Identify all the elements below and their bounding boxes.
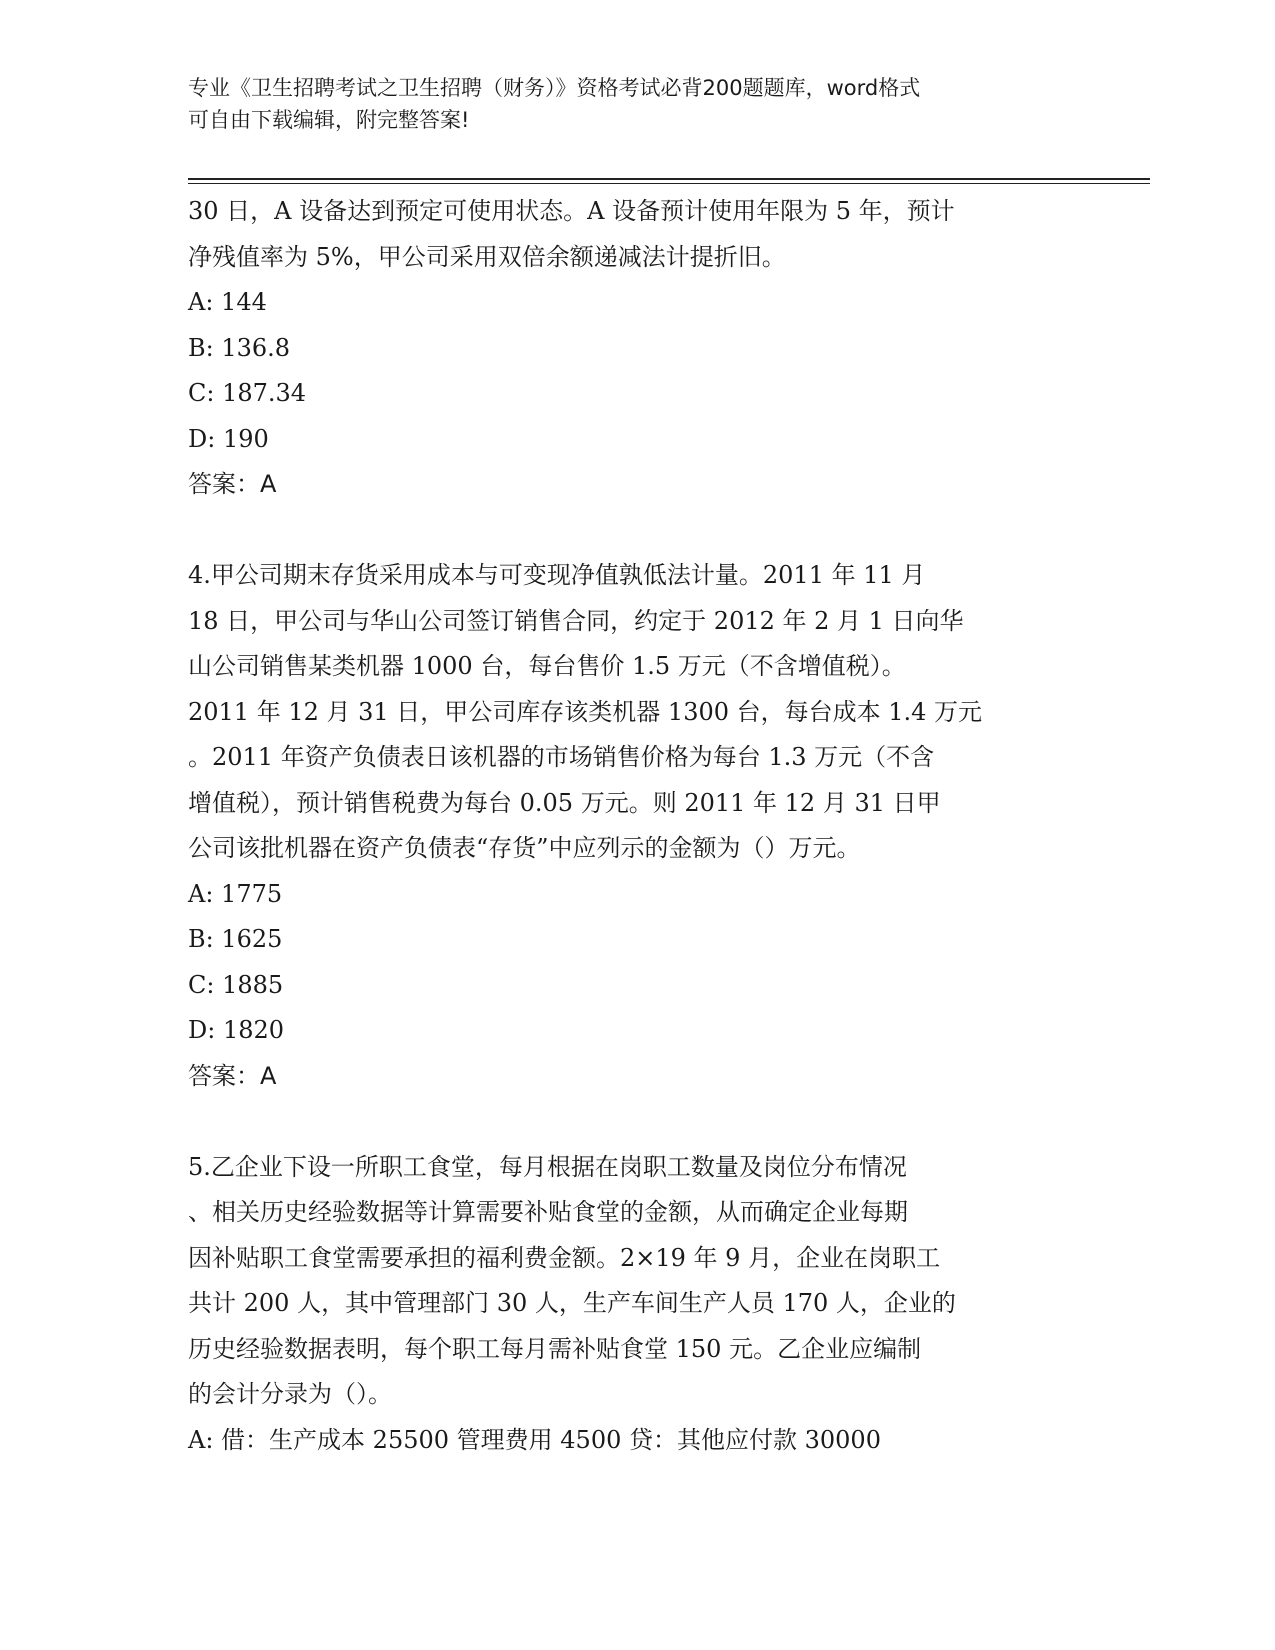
option-a: A: 1775 [188, 879, 283, 908]
document-body [188, 189, 1088, 1463]
question-text-line: 30 日，A 设备达到预定可使用状态。A 设备预计使用年限为 5 年，预计 [188, 197, 955, 225]
question-text-line: 。2011 年资产负债表日该机器的市场销售价格为每台 1.3 万元（不含 [188, 743, 935, 771]
question-4 [188, 553, 1088, 1099]
option-a: A: 144 [188, 288, 267, 316]
header-rule [188, 178, 1150, 180]
question-text-line: 公司该批机器在资产负债表“存货”中应列示的金额为（）万元。 [188, 834, 861, 862]
answer-label: 答案：A [188, 1061, 277, 1090]
question-text-line: 增值税），预计销售税费为每台 0.05 万元。则 2011 年 12 月 31 日甲 [188, 788, 941, 817]
question-text-line: 2011 年 12 月 31 日，甲公司库存该类机器 1300 台，每台成本 1.4 万元 [188, 697, 983, 726]
question-text-line: 共计 200 人，其中管理部门 30 人，生产车间生产人员 170 人，企业的 [188, 1289, 956, 1317]
question-text-line: 5.乙企业下设一所职工食堂，每月根据在岗职工数量及岗位分布情况 [188, 1152, 907, 1181]
header-rule-thin [188, 183, 1150, 184]
question-text-line: 4.甲公司期末存货采用成本与可变现净值孰低法计量。2011 年 11 月 [188, 561, 926, 589]
header-title-line-1: 专业《卫生招聘考试之卫生招聘（财务）》资格考试必背200题题库，word格式 [188, 76, 921, 100]
header-title-line-2: 可自由下载编辑，附完整答案! [188, 108, 470, 132]
option-d: D: 1820 [188, 1016, 285, 1044]
question-3-continued [188, 189, 1088, 508]
option-d: D: 190 [188, 424, 269, 453]
option-c: C: 187.34 [188, 379, 307, 407]
option-b: B: 1625 [188, 925, 283, 953]
question-text-line: 历史经验数据表明，每个职工每月需补贴食堂 150 元。乙企业应编制 [188, 1334, 922, 1363]
option-a: A: 借：生产成本 25500 管理费用 4500 贷：其他应付款 30000 [188, 1425, 881, 1454]
spacer [188, 1099, 1088, 1145]
option-c: C: 1885 [188, 970, 284, 999]
page-header [188, 72, 1088, 136]
question-5 [188, 1145, 1088, 1464]
question-text-line: 的会计分录为（）。 [188, 1380, 392, 1408]
question-text-line: 净残值率为 5%，甲公司采用双倍余额递减法计提折旧。 [188, 242, 786, 271]
answer-label: 答案：A [188, 470, 277, 498]
question-text-line: 、相关历史经验数据等计算需要补贴食堂的金额，从而确定企业每期 [188, 1198, 908, 1226]
question-text-line: 山公司销售某类机器 1000 台，每台售价 1.5 万元（不含增值税）。 [188, 652, 906, 680]
option-b: B: 136.8 [188, 333, 291, 362]
question-text-line: 18 日，甲公司与华山公司签订销售合同，约定于 2012 年 2 月 1 日向华 [188, 606, 964, 635]
spacer [188, 508, 1088, 554]
question-text-line: 因补贴职工食堂需要承担的福利费金额。2×19 年 9 月，企业在岗职工 [188, 1243, 941, 1272]
